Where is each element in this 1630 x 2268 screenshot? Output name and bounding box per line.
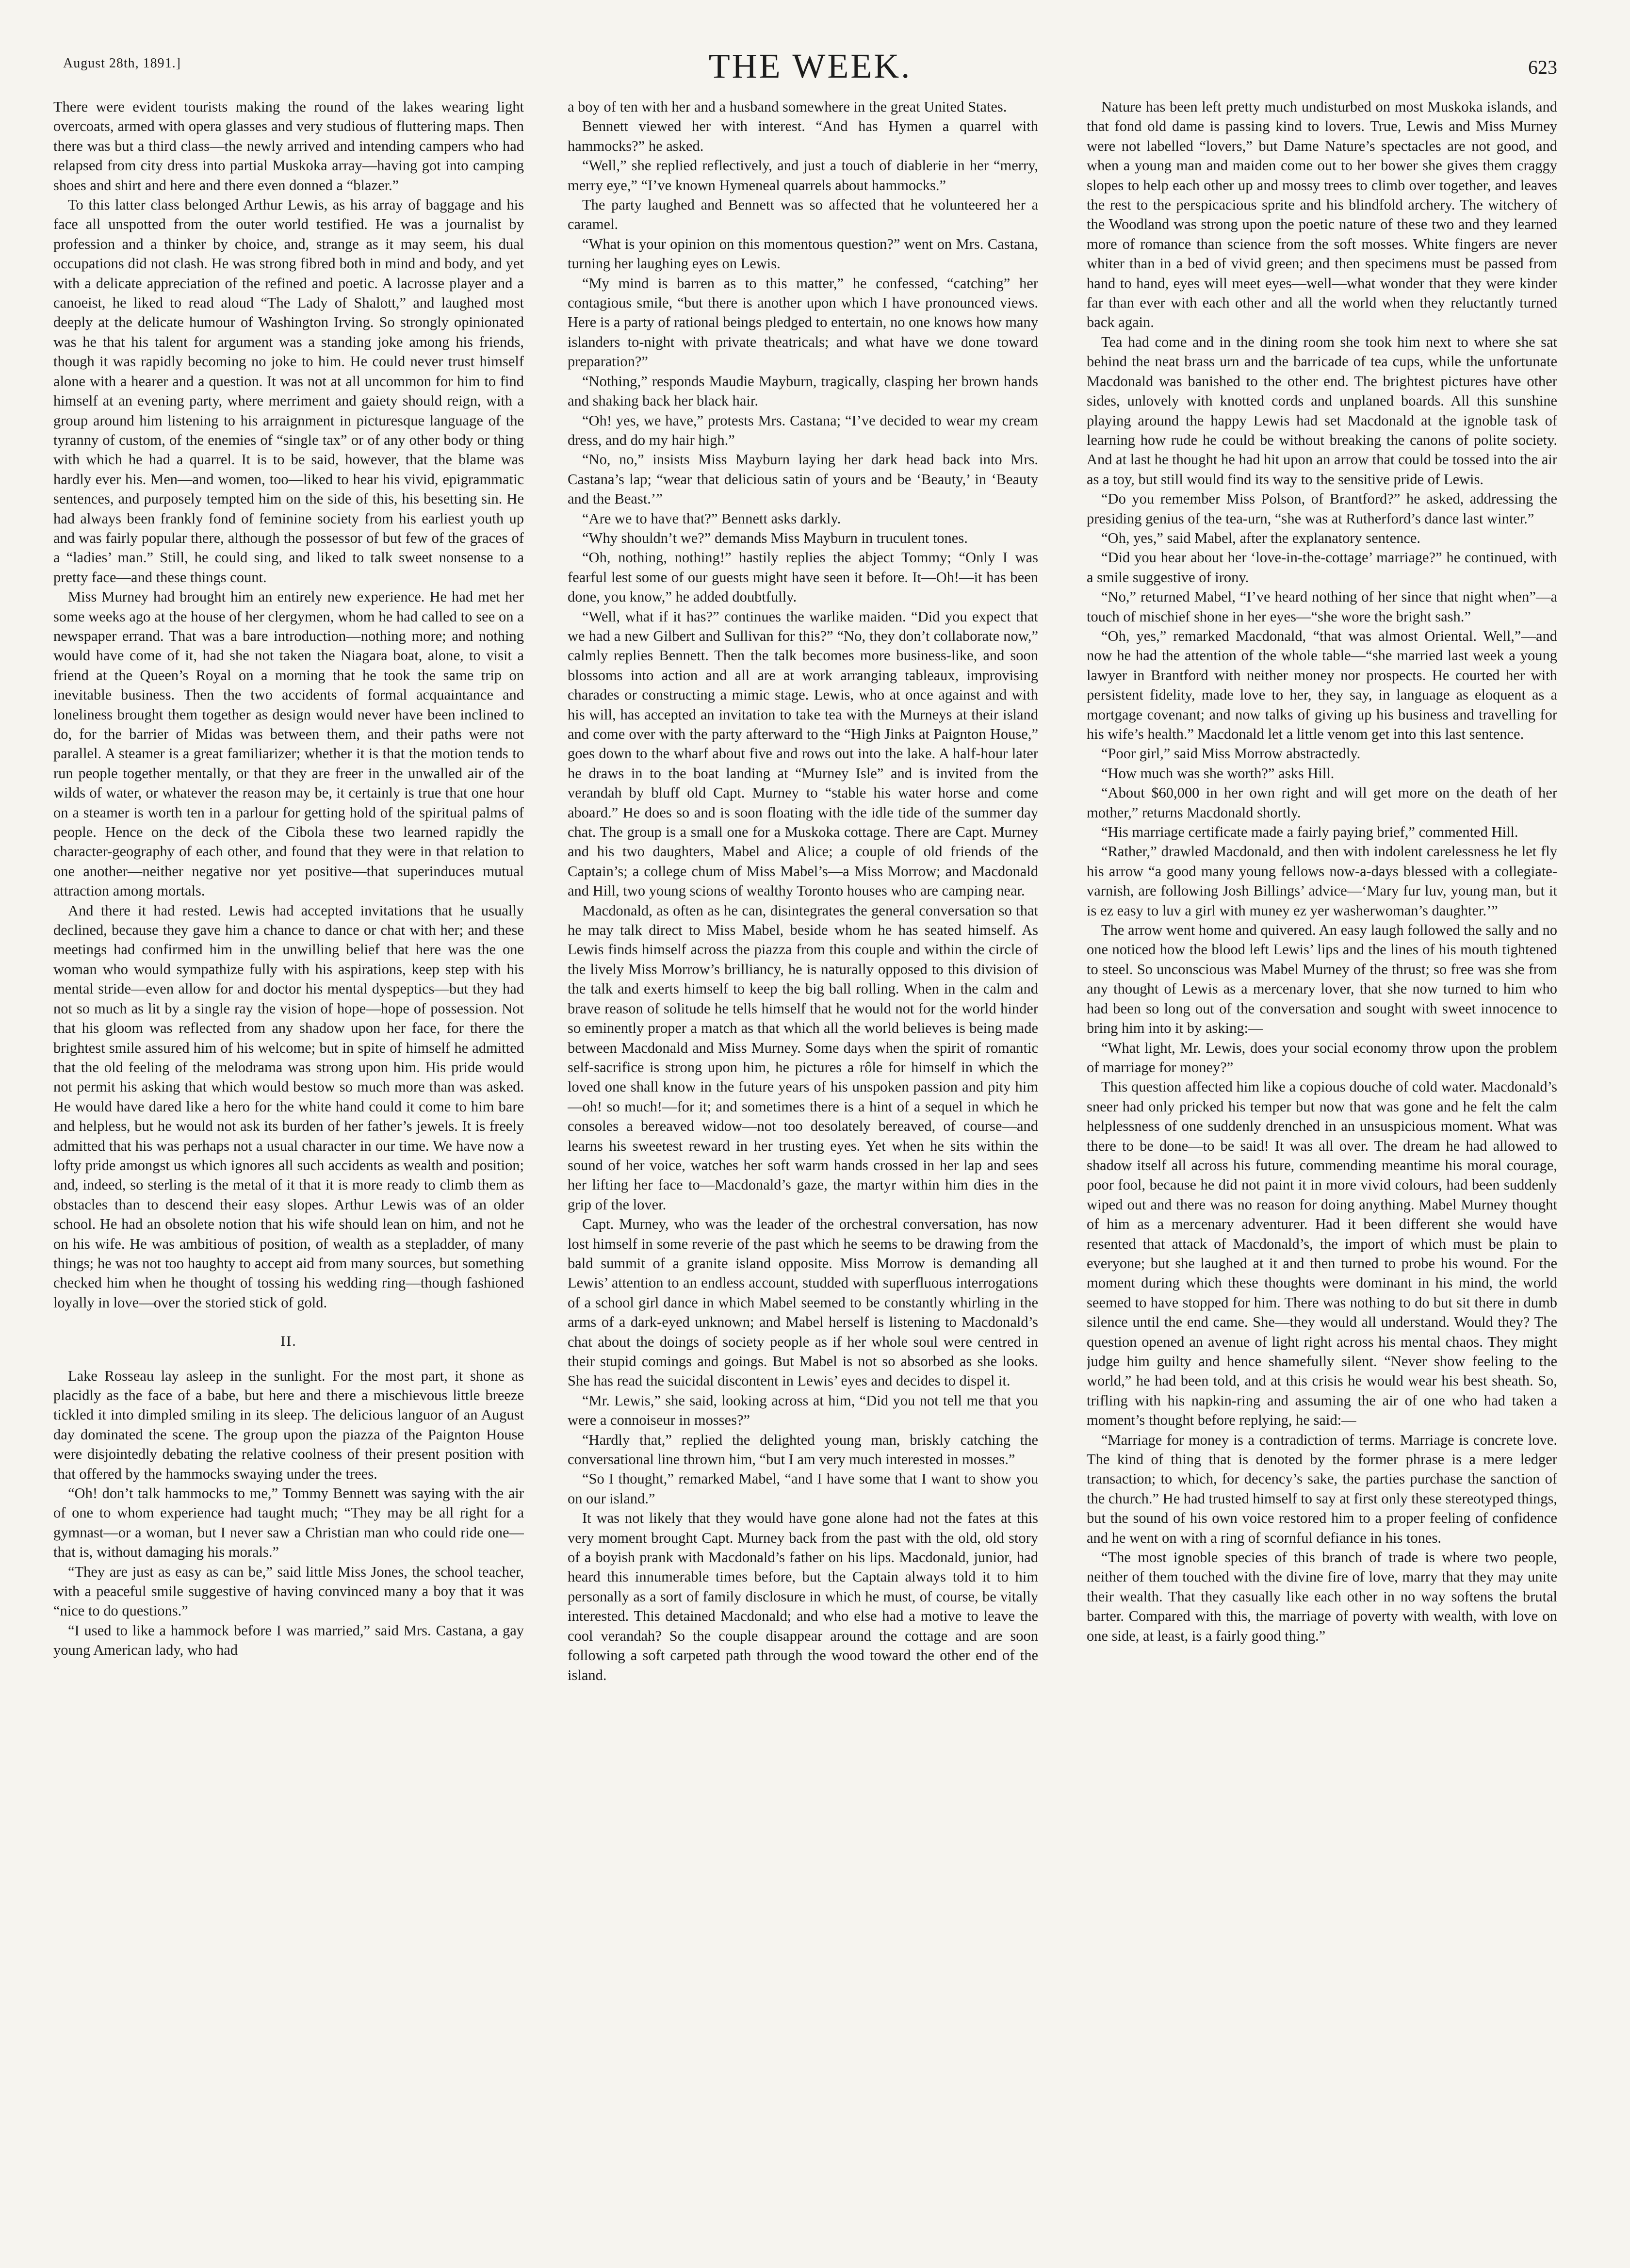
paragraph: “The most ignoble species of this branch of trade is where two people, neither of them touched with the divine fire of love, marry that they may unite their wealth. That they casually like each other in no way softens the brutal barter. Compared with this, the marriage of poverty with wealth, with love on one side, at least, is a fairly good thing.”: [1087, 1549, 1557, 1644]
paragraph: “No, no,” insists Miss Mayburn laying her dark head back into Mrs. Castana’s lap; “wear that delicious satin of yours and be ‘Beauty,’ in ‘Beauty and the Beast.’”: [568, 451, 1038, 507]
paragraph: “Oh! don’t talk hammocks to me,” Tommy Bennett was saying with the air of one to whom experience had taught much; “They may be all right for a gymnast—or a woman, but I never saw a Christian man who could ride one—that is, without damaging his morals.”: [53, 1485, 524, 1561]
paragraph: “About $60,000 in her own right and will get more on the death of her mother,” returns Macdonald shortly.: [1087, 784, 1557, 821]
paragraph: Macdonald, as often as he can, disintegrates the general conversation so that he may talk direct to Miss Mabel, beside whom he has seated himself. As Lewis finds himself across the piazza from this couple and within the circle of the lively Miss Morrow’s brilliancy, he is naturally opposed to this division of the talk and exerts himself to keep the big ball rolling. When in the calm and brave reason of solitude he tells himself that he would not for the world hinder so eminently proper a match as that which all the world believes is being made between Macdonald and Miss Murney. Some days when the spirit of romantic self-sacrifice is strong upon him, he pictures a rôle for himself in which the loved one shall know in the future years of his unspoken passion and pity him—oh! so much!—for it; and sometimes there is a hint of a sequel in which he consoles a bereaved widow—not too desolately bereaved, of course—and learns his sweetest reward in her trusting eyes. Yet when he sits within the sound of her voice, watches her soft warm hands crossed in her lap and sees her lifting her face to—Macdonald’s gaze, the martyr within him dies in the grip of the lover.: [568, 902, 1038, 1213]
paragraph: “Well,” she replied reflectively, and just a touch of diablerie in her “merry, merry eye,” “I’ve known Hymeneal quarrels about hammocks.”: [568, 157, 1038, 194]
paragraph: Miss Murney had brought him an entirely new experience. He had met her some weeks ago at the house of her clergymen, whom he had called to see on a newspaper errand. That was a bare introduction—nothing more; and nothing would have come of it, had she not taken the Niagara boat, alone, to visit a friend at the Queen’s Royal on a morning that he took the same trip on inevitable business. Then the two accidents of formal acquaintance and loneliness brought them together as design would never have been inclined to do, for the barrier of Midas was between them, and their paths were not parallel. A steamer is a great familiarizer; whether it is that the motion tends to run people together mentally, or that they are freer in the unwalled air of the wilds of water, or whatever the reason may be, it certainly is true that one hour on a steamer is worth ten in a parlour for getting hold of the spiritual palms of people. Hence on the deck of the Cibola these two learned rapidly the character-geography of each other, and found that they were in that relation to one another—neither negative nor yet positive—that superinduces mutual attraction among mortals.: [53, 588, 524, 899]
paragraph: “Rather,” drawled Macdonald, and then with indolent carelessness he let fly his arrow “a good many young fellows now-a-days blessed with a collegiate-varnish, are following Josh Billings’ advice—‘Mary fur luv, young man, but it is ez easy to luv a girl with muney ez yer washerwoman’s daughter.’”: [1087, 843, 1557, 919]
paragraph: Bennett viewed her with interest. “And has Hymen a quarrel with hammocks?” he asked.: [568, 118, 1038, 154]
article-columns: [53, 97, 1567, 2222]
paragraph: “Are we to have that?” Bennett asks darkly.: [582, 510, 841, 527]
paragraph: “Well, what if it has?” continues the warlike maiden. “Did you expect that we had a new Gilbert and Sullivan for this?” “No, they don’t collaborate now,” calmly replies Bennett. Then the talk becomes more business-like, and soon blossoms into action and all are at work arranging tableaux, improvising charades or constructing a mimic stage. Lewis, who at once against and with his will, has accepted an invitation to take tea with the Murneys at their island and come over with the party afterward to the “High Jinks at Paignton House,” goes down to the wharf about five and rows out into the lake. A half-hour later he draws in to the boat landing at “Murney Isle” and is invited from the verandah by bluff old Capt. Murney to “stable his water horse and come aboard.” He does so and is soon floating with the idle tide of the summer day chat. The group is a small one for a Muskoka cottage. There are Capt. Murney and his two daughters, Mabel and Alice; a couple of old friends of the Captain’s; a college chum of Miss Mabel’s—a Miss Morrow; and Macdonald and Hill, two young scions of wealthy Toronto houses who are camping near.: [568, 608, 1038, 899]
issue-date: August 28th, 1891.]: [63, 56, 181, 71]
paragraph: The party laughed and Bennett was so affected that he volunteered her a caramel.: [568, 196, 1038, 233]
paragraph: “Marriage for money is a contradiction of terms. Marriage is concrete love. The kind of thing that is denoted by the former phrase is a mere ledger transaction; to which, for decency’s sake, the parties purchase the sanction of the church.” He had trusted himself to say at first only these stereotyped things, but the sound of his own voice restored him to a proper feeling of confidence and he went on with a ring of scornful defiance in his tones.: [1087, 1431, 1557, 1546]
masthead-title: THE WEEK.: [708, 47, 912, 85]
paragraph: There were evident tourists making the round of the lakes wearing light overcoats, armed with opera glasses and very studious of fluttering maps. Then there was but a third class—the newly arrived and intending campers who had relapsed from city dress into partial Muskoka array—having got into camping shoes and shirt and here and there even donned a “blazer.”: [53, 98, 524, 194]
paragraph: Tea had come and in the dining room she took him next to where she sat behind the neat brass urn and the barricade of tea cups, while the unfortunate Macdonald was banished to the other end. The brightest pictures have other sides, unlovely with knotted cords and unplaned boards. All this sunshine playing around the happy Lewis had set Macdonald at the ignoble task of learning how rude he could be without breaking the canons of polite society. And at last he thought he had hit upon an arrow that could be tossed into the air as a toy, but still would find its way to the sensitive pride of Lewis.: [1087, 333, 1557, 488]
paragraph: It was not likely that they would have gone alone had not the fates at this very moment brought Capt. Murney back from the past with the old, old story of a boyish prank with Macdonald’s father on his lips. Macdonald, junior, had heard this innumerable times before, but the Captain always told it to him personally as a sort of family disclosure in which he must, of course, be vitally interested. This detained Macdonald; and who else had a motive to leave the cool verandah? So the couple disappear around the cottage and are soon following a soft carpeted path through the wood toward the other end of the island.: [568, 1510, 1038, 1683]
paragraph: “Oh, yes,” remarked Macdonald, “that was almost Oriental. Well,”—and now he had the attention of the whole table—“she married last week a young lawyer in Brantford with neither money nor prospects. He courted her with persistent fidelity, made love to her, they say, in language as eloquent as a mortgage covenant; and now talks of giving up his business and travelling for his wife’s health.” Macdonald let a little venom get into this last sentence.: [1087, 627, 1557, 742]
paragraph: “Hardly that,” replied the delighted young man, briskly catching the conversational line thrown him, “but I am very much interested in mosses.”: [568, 1431, 1038, 1468]
paragraph: “What light, Mr. Lewis, does your social economy throw upon the problem of marriage for money?”: [1087, 1039, 1557, 1076]
paragraph: “What is your opinion on this momentous question?” went on Mrs. Castana, turning her laughing eyes on Lewis.: [568, 235, 1038, 272]
paragraph: “Why shouldn’t we?” demands Miss Mayburn in truculent tones.: [582, 529, 968, 546]
section-heading: II.: [280, 1333, 297, 1350]
paragraph: “No,” returned Mabel, “I’ve heard nothing of her since that night when”—a touch of mischief shone in her eyes—“she wore the bright sash.”: [1087, 588, 1557, 625]
paragraph: And there it had rested. Lewis had accepted invitations that he usually declined, because they gave him a chance to dance or chat with her; and these meetings had confirmed him in the unwilling belief that here was the one woman who would sympathize fully with his aspirations, keep step with his mental stride—even allow for and doctor his mental dyspeptics—but they had not so much as lit by a single ray the vision of hope—hope of possession. Not that his gloom was reflected from any shadow upon her face, for there the brightest smile assured him of his welcome; but in spite of himself he admitted that the old feeling of the melodrama was strong upon him. His pride would not permit his asking that which would bestow so much more than was asked. He would have dared like a hero for the white hand could it come to him bare and helpless, but he would not ask its burden of her father’s jewels. It is freely admitted that his was perhaps not a usual character in our time. We have now a lofty pride amongst us which ignores all such accidents as wealth and position; and, indeed, so sterling is the metal of it that it is more ready to climb them as obstacles than to descend their easy slopes. Arthur Lewis was of an older school. He had an obsolete notion that his wife should lean on him, and not he on his wife. He was ambitious of position, of wealth as a stepladder, of many things; he was not too haughty to accept aid from many sources, but something checked him when he thought of tossing his wedding ring—though fashioned loyally in love—over the storied stick of gold.: [53, 902, 524, 1311]
paragraph: “They are just as easy as can be,” said little Miss Jones, the school teacher, with a peaceful smile suggestive of having convinced many a boy that it was “nice to do questions.”: [53, 1563, 524, 1619]
paragraph: “My mind is barren as to this matter,” he confessed, “catching” her contagious smile, “but there is another upon which I have pronounced views. Here is a party of rational beings pledged to entertain, no one knows how many islanders to-night with private theatricals; and what have we done toward preparation?”: [568, 275, 1038, 370]
column-left: [53, 97, 524, 2222]
paragraph: “So I thought,” remarked Mabel, “and I have some that I want to show you on our island.”: [568, 1470, 1038, 1507]
page-number: 623: [1528, 56, 1557, 78]
paragraph: Nature has been left pretty much undisturbed on most Muskoka islands, and that fond old dame is passing kind to lovers. True, Lewis and Miss Murney were not labelled “lovers,” but Dame Nature’s spectacles are not good, and when a young man and maiden come out to her bower she gives them craggy slopes to help each other up and mossy trees to climb over together, and leaves the rest to the perspicacious sprite and his blindfold archery. The witchery of the Woodland was strong upon the poetic nature of these two and they learned more of romance than science from the soft mosses. White fingers are never whiter than in a bed of vivid green; and then specimens must be passed from hand to hand, eyes will meet eyes—well—what wonder that they were kinder far than ever with each other and all the world when they reluctantly turned back again.: [1087, 98, 1557, 331]
paragraph: The arrow went home and quivered. An easy laugh followed the sally and no one noticed how the blood left Lewis’ lips and the lines of his mouth tightened to steel. So unconscious was Mabel Murney of the thrust; so free was she from any thought of Lewis as a mercenary lover, that she now turned to him who had been so long out of the conversation and sought with sweet innocence to bring him into it by asking:—: [1087, 922, 1557, 1037]
paragraph: “His marriage certificate made a fairly paying brief,” commented Hill.: [1101, 824, 1518, 841]
paragraph: “Poor girl,” said Miss Morrow abstractedly.: [1101, 745, 1361, 762]
paragraph: “Oh, nothing, nothing!” hastily replies the abject Tommy; “Only I was fearful lest some of our guests might have seen it before. It—Oh!—it has been done, you know,” he added doubtfully.: [568, 549, 1038, 605]
column-right: [1087, 97, 1557, 2222]
paragraph: “I used to like a hammock before I was married,” said Mrs. Castana, a gay young American lady, who had: [53, 1622, 524, 1659]
paragraph: “Oh, yes,” said Mabel, after the explanatory sentence.: [1101, 529, 1421, 546]
paragraph: Capt. Murney, who was the leader of the orchestral conversation, has now lost himself in some reverie of the past which he seems to be drawing from the bald summit of a granite island opposite. Miss Morrow is demanding all Lewis’ attention to an endless account, studded with superfluous interrogations of a school girl dance in which Mabel seemed to be constantly whirling in the arms of a dark-eyed unknown; and Mabel herself is listening to Macdonald’s chat about the doings of society people as if her whole soul were centred in their stupid comings and goings. But Mabel is not so absorbed as she looks. She has read the suicidal discontent in Lewis’ eyes and decides to dispel it.: [568, 1216, 1038, 1389]
paragraph: “Do you remember Miss Polson, of Brantford?” he asked, addressing the presiding genius of the tea-urn, “she was at Rutherford’s dance last winter.”: [1087, 490, 1557, 527]
column-middle: [568, 97, 1038, 2222]
paragraph: Lake Rosseau lay asleep in the sunlight. For the most part, it shone as placidly as the face of a babe, but here and there a mischievous little breeze tickled it into dimpled smiling in its sleep. The delicious languor of an August day dominated the scene. The group upon the piazza of the Paignton House were disjointedly debating the relative coolness of their present position with that offered by the hammocks swaying under the trees.: [53, 1367, 524, 1482]
paragraph: This question affected him like a copious douche of cold water. Macdonald’s sneer had only pricked his temper but now that was gone and he felt the calm helplessness of one suddenly drenched in an unsuspicious moment. What was there to be done—to be said! It was all over. The dream he had allowed to shadow itself all across his future, commending meantime his moral courage, poor fool, because he did not paint it in more vivid colours, had been suddenly wiped out and there was no reason for doing anything. Mabel Murney thought of him as a mercenary adventurer. Had it been different she would have resented that attack of Macdonald’s, the import of which must be plain to everyone; but she laughed at it and then turned to probe his wound. For the moment during which these thoughts were dominant in his mind, the world seemed to have stopped for him. There was nothing to do but sit there in dumb silence until the end came. She—they would all understand. Would they? The question opened an avenue of light right across his mental chaos. They might judge him guilty and hence shamefully silent. “Never show feeling to the world,” he had been told, and at this crisis he would wear his best sheath. So, trifling with his napkin-ring and assuming the air of one who had taken a moment’s thought before replying, he said:—: [1087, 1078, 1557, 1429]
paragraph: “Mr. Lewis,” she said, looking across at him, “Did you not tell me that you were a connoiseur in mosses?”: [568, 1392, 1038, 1429]
paragraph: “Did you hear about her ‘love-in-the-cottage’ marriage?” he continued, with a smile suggestive of irony.: [1087, 549, 1557, 586]
page-header: [63, 46, 1557, 104]
paragraph: “How much was she worth?” asks Hill.: [1101, 765, 1335, 782]
paragraph: a boy of ten with her and a husband somewhere in the great United States.: [568, 98, 1007, 115]
paragraph: To this latter class belonged Arthur Lewis, as his array of baggage and his face all unspotted from the outer world testified. He was a journalist by profession and a thinker by choice, and, strange as it may seem, his dual occupations did not clash. He was strong fibred both in mind and body, and yet with a delicate appreciation of the refined and poetic. A lacrosse player and a canoeist, he liked to read aloud “The Lady of Shalott,” and laughed most deeply at the delicate humour of Washington Irving. So strongly opinionated was he that his talent for argument was a standing joke among his friends, though it was rapidly becoming no joke to him. He could never trust himself alone with a hearer and a question. It was not at all uncommon for him to find himself at an evening party, where merriment and gaiety should reign, with a group around him listening to his arraignment in picturesque language of the tyranny of custom, of the enemies of “single tax” or of any other body or thing with which he had a quarrel. It is to be said, however, that the blame was hardly ever his. Men—and women, too—liked to hear his vivid, epigrammatic sentences, and purposely tempted him on the side of this, his besetting sin. He had always been frankly fond of feminine society from his earliest youth up and was fairly popular there, although the possessor of but few of the graces of a “ladies’ man.” Still, he could sing, and liked to talk sweet nonsense to a pretty face—and these things count.: [53, 196, 524, 586]
paragraph: “Oh! yes, we have,” protests Mrs. Castana; “I’ve decided to wear my cream dress, and do my hair high.”: [568, 412, 1038, 448]
paragraph: “Nothing,” responds Maudie Mayburn, tragically, clasping her brown hands and shaking back her black hair.: [568, 373, 1038, 409]
